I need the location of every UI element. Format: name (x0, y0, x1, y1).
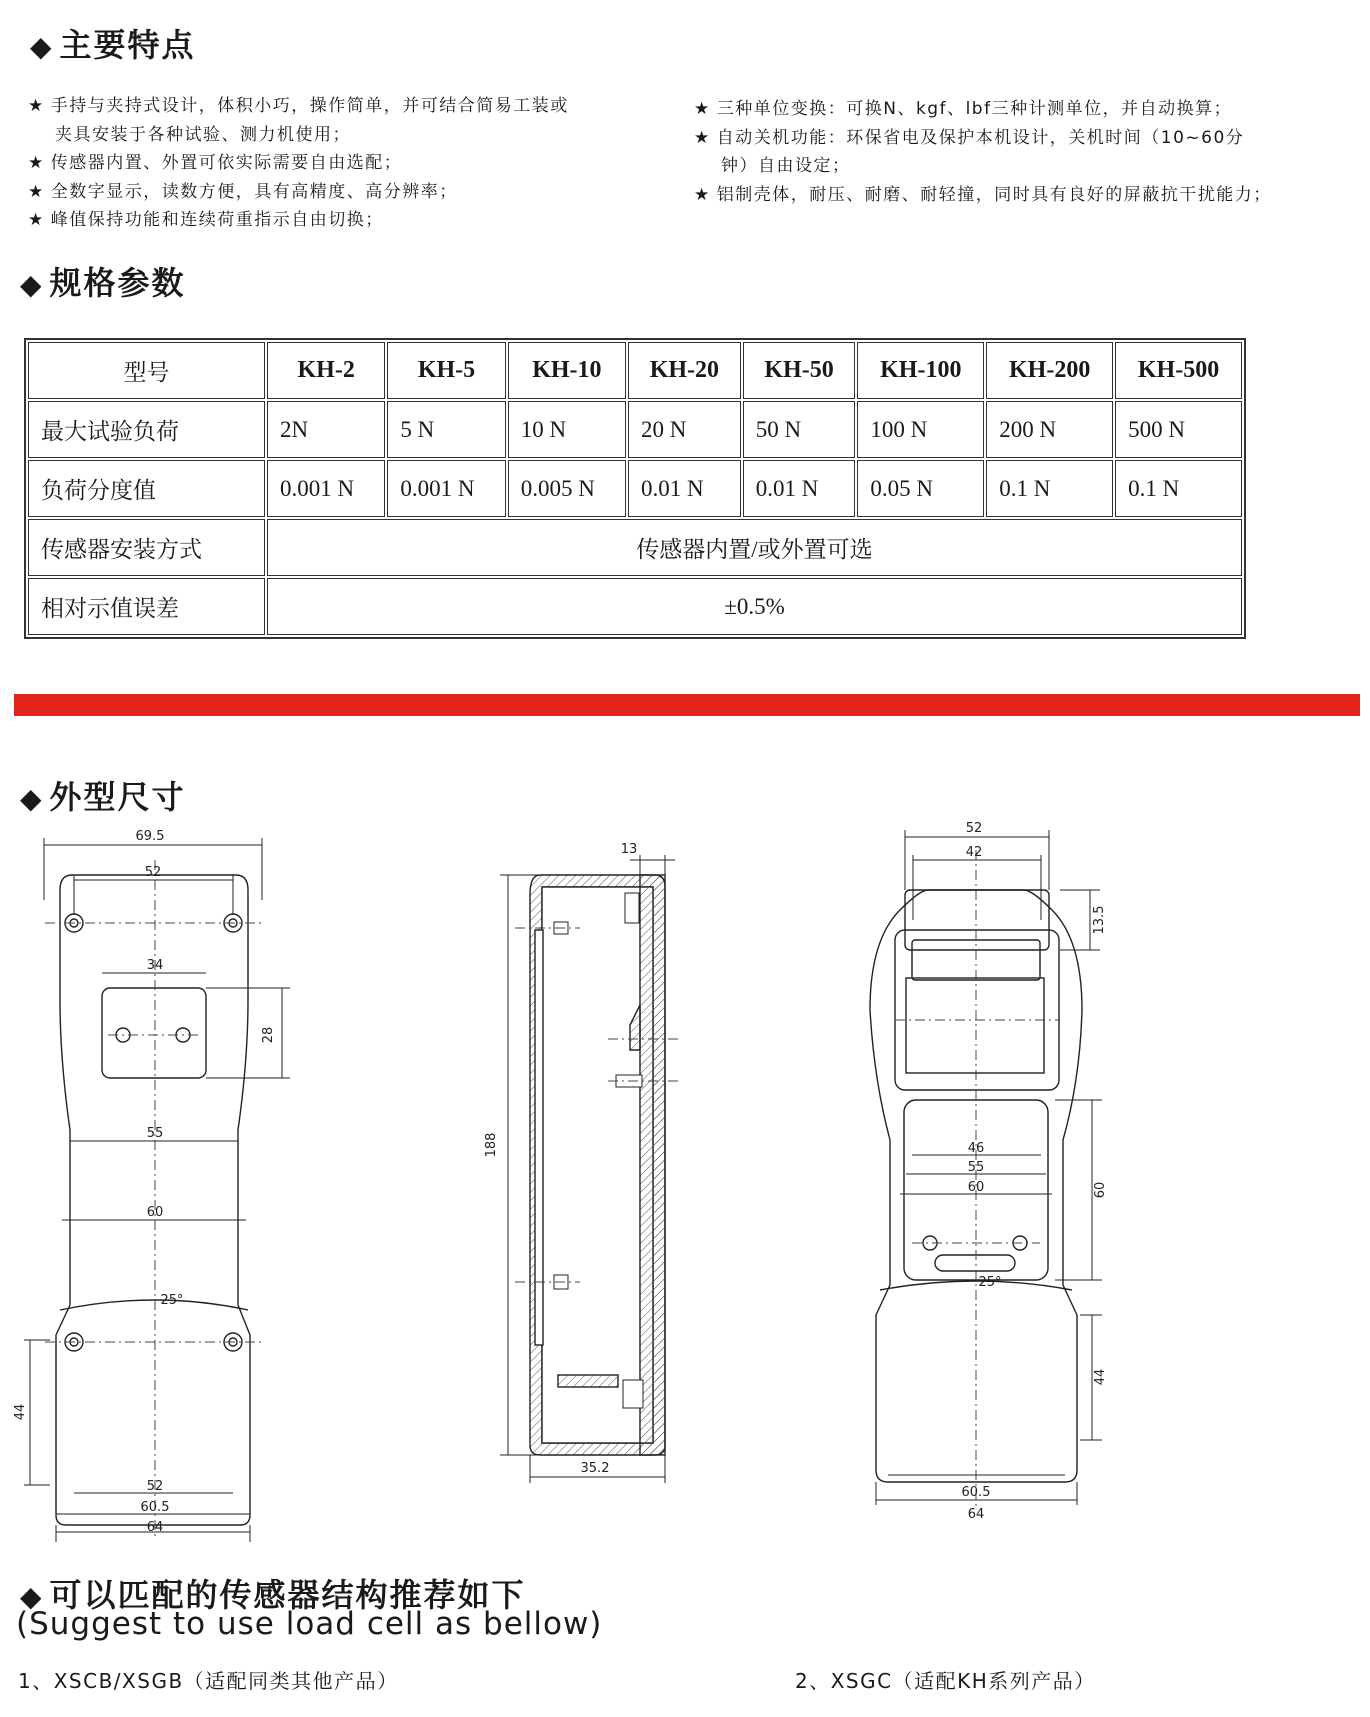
feature-item-continued: 钟）自由设定； (721, 156, 851, 176)
table-cell: KH-500 (1115, 342, 1242, 399)
front-view-drawing (0, 820, 300, 1550)
table-cell: 0.001 N (267, 460, 385, 517)
table-cell: 0.05 N (857, 460, 984, 517)
dim-label: 60 (1093, 1181, 1108, 1199)
dim-label: 60.5 (961, 1485, 991, 1500)
table-cell: KH-100 (857, 342, 984, 399)
dim-label: 46 (967, 1141, 985, 1156)
suggest-heading: ◆ 可以匹配的传感器结构推荐如下 (20, 1576, 526, 1614)
dim-label: 13 (620, 842, 638, 857)
dim-label: 28 (261, 1026, 276, 1044)
display-view-drawing (860, 810, 1120, 1540)
dim-label: 25° (978, 1275, 1002, 1290)
diamond-icon: ◆ (20, 268, 44, 301)
table-cell: 100 N (857, 401, 984, 458)
table-cell: KH-20 (628, 342, 741, 399)
dim-label: 52 (965, 821, 983, 836)
suggest-item-1: 1、XSCB/XSGB（适配同类其他产品） (18, 1669, 399, 1693)
table-cell: KH-5 (387, 342, 505, 399)
table-cell: 20 N (628, 401, 741, 458)
table-cell: 0.1 N (1115, 460, 1242, 517)
dim-label: 188 (484, 1132, 499, 1158)
table-cell: 传感器内置/或外置可选 (267, 519, 1242, 576)
dim-label: 55 (967, 1160, 985, 1175)
dim-label: 44 (13, 1403, 28, 1421)
features-right-list (694, 95, 1272, 209)
diamond-icon: ◆ (30, 30, 54, 63)
dim-label: 69.5 (135, 829, 165, 844)
table-cell: 0.01 N (743, 460, 856, 517)
table-cell: 10 N (508, 401, 626, 458)
dim-label: 44 (1093, 1368, 1108, 1386)
star-icon: ★ (28, 153, 45, 173)
feature-item: ★ 峰值保持功能和连续荷重指示自由切换； (28, 210, 384, 230)
dim-label: 35.2 (580, 1461, 610, 1476)
table-cell: KH-2 (267, 342, 385, 399)
star-icon: ★ (694, 127, 711, 148)
table-cell: 0.001 N (387, 460, 505, 517)
table-cell: 2N (267, 401, 385, 458)
star-icon: ★ (694, 184, 711, 205)
table-cell: 型号 (28, 342, 265, 399)
table-row (28, 401, 1242, 458)
table-row (28, 342, 1242, 399)
features-left-list (28, 92, 569, 235)
table-cell: 0.1 N (986, 460, 1113, 517)
dim-label: 42 (965, 845, 983, 860)
table-cell: 0.005 N (508, 460, 626, 517)
table-cell: 500 N (1115, 401, 1242, 458)
suggest-item-2: 2、XSGC（适配KH系列产品） (795, 1669, 1096, 1693)
specs-heading: ◆ 规格参数 (20, 264, 186, 302)
dim-label: 60.5 (140, 1500, 170, 1515)
dim-label: 52 (144, 865, 162, 880)
suggest-subtitle: (Suggest to use load cell as bellow) (16, 1606, 603, 1642)
feature-item: ★ 三种单位变换：可换N、kgf、lbf三种计测单位，并自动换算； (694, 99, 1233, 119)
dim-label: 60 (146, 1205, 164, 1220)
section-divider (14, 694, 1360, 716)
table-cell: KH-200 (986, 342, 1113, 399)
dim-label: 13.5 (1092, 905, 1107, 935)
dimensions-heading: ◆ 外型尺寸 (20, 778, 186, 816)
table-cell: 50 N (743, 401, 856, 458)
table-row (28, 460, 1242, 517)
table-cell: 最大试验负荷 (28, 401, 265, 458)
star-icon: ★ (28, 210, 45, 230)
dim-label: 52 (146, 1479, 164, 1494)
star-icon: ★ (28, 96, 45, 116)
diamond-icon: ◆ (20, 1580, 44, 1613)
dim-label: 64 (146, 1520, 164, 1535)
table-row (28, 578, 1242, 635)
table-cell: ±0.5% (267, 578, 1242, 635)
table-cell: 0.01 N (628, 460, 741, 517)
dim-label: 55 (146, 1126, 164, 1141)
table-cell: 相对示值误差 (28, 578, 265, 635)
dim-label: 60 (967, 1180, 985, 1195)
star-icon: ★ (694, 99, 711, 119)
feature-item: ★ 自动关机功能：环保省电及保护本机设计，关机时间（10~60分 (694, 127, 1245, 148)
star-icon: ★ (28, 181, 45, 202)
features-heading: ◆ 主要特点 (30, 26, 196, 64)
dim-label: 64 (967, 1507, 985, 1522)
table-cell: KH-50 (743, 342, 856, 399)
feature-item: ★ 手持与夹持式设计，体积小巧，操作简单，并可结合简易工装或 (28, 96, 569, 116)
table-row (28, 519, 1242, 576)
table-cell: 5 N (387, 401, 505, 458)
table-cell: 传感器安装方式 (28, 519, 265, 576)
side-view-drawing (480, 835, 710, 1515)
dim-label: 25° (160, 1293, 184, 1308)
spec-table (24, 338, 1246, 639)
table-cell: KH-10 (508, 342, 626, 399)
diamond-icon: ◆ (20, 782, 44, 815)
dim-label: 34 (146, 958, 164, 973)
feature-item: ★ 铝制壳体，耐压、耐磨、耐轻撞，同时具有良好的屏蔽抗干扰能力； (694, 184, 1272, 205)
feature-item: ★ 传感器内置、外置可依实际需要自由选配； (28, 153, 403, 173)
table-cell: 负荷分度值 (28, 460, 265, 517)
feature-item-continued: 夹具安装于各种试验、测力机使用； (55, 124, 351, 145)
table-cell: 200 N (986, 401, 1113, 458)
feature-item: ★ 全数字显示，读数方便，具有高精度、高分辨率； (28, 181, 458, 202)
